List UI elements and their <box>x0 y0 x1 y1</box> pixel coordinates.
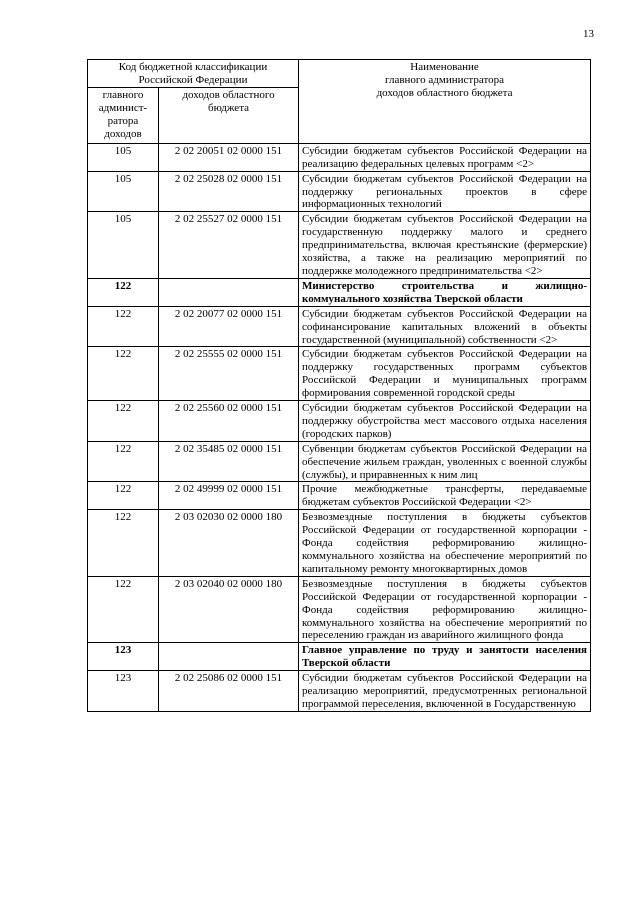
income-code <box>159 278 299 306</box>
table-row <box>88 510 591 577</box>
administrator-code: 122 <box>88 306 159 347</box>
administrator-code: 122 <box>88 441 159 482</box>
administrator-code: 122 <box>88 401 159 442</box>
table-row <box>88 401 591 442</box>
table-row <box>88 671 591 712</box>
header-budget-code-group: Код бюджетной классификации Российской Федерации <box>88 60 299 88</box>
income-name: Субсидии бюджетам субъектов Российской Федерации на реализацию мероприятий, предусмотренных региональной программой переселения, включенной в Государственную <box>299 671 591 712</box>
budget-classification-table <box>87 59 591 712</box>
administrator-heading-row <box>88 643 591 671</box>
administrator-code: 122 <box>88 482 159 510</box>
administrator-code: 122 <box>88 347 159 401</box>
income-code: 2 02 20051 02 0000 151 <box>159 143 299 171</box>
administrator-code: 122 <box>88 510 159 577</box>
income-code <box>159 643 299 671</box>
income-code: 2 03 02040 02 0000 180 <box>159 576 299 643</box>
income-name: Субсидии бюджетам субъектов Российской Федерации на поддержку обустройства мест массового отдыха населения (городских парков) <box>299 401 591 442</box>
table-row <box>88 482 591 510</box>
administrator-code: 105 <box>88 212 159 279</box>
income-name: Прочие межбюджетные трансферты, передаваемые бюджетам субъектов Российской Федерации <2> <box>299 482 591 510</box>
table-row <box>88 306 591 347</box>
administrator-code: 122 <box>88 576 159 643</box>
income-name: Субсидии бюджетам субъектов Российской Федерации на поддержку региональных проектов в сфере информационных технологий <box>299 171 591 212</box>
income-name: Безвозмездные поступления в бюджеты субъектов Российской Федерации от государственной корпорации - Фонда содействия реформированию жилищно-коммунального хозяйства на обеспечение мероприятий по переселению граждан из аварийного жилищного фонда <box>299 576 591 643</box>
administrator-name: Главное управление по труду и занятости населения Тверской области <box>299 643 591 671</box>
administrator-code: 105 <box>88 143 159 171</box>
header-regional-budget-income: доходов областного бюджета <box>159 87 299 143</box>
header-chief-administrator: главного админист- ратора доходов <box>88 87 159 143</box>
income-name: Субсидии бюджетам субъектов Российской Федерации на софинансирование капитальных вложений в объекты государственной (муниципальной) собственности <2> <box>299 306 591 347</box>
income-code: 2 02 25086 02 0000 151 <box>159 671 299 712</box>
table-row <box>88 576 591 643</box>
header-administrator-name: Наименование главного администратора доходов областного бюджета <box>299 60 591 144</box>
page-number: 13 <box>583 28 594 40</box>
administrator-code: 123 <box>88 671 159 712</box>
administrator-code: 122 <box>88 278 159 306</box>
income-code: 2 02 25028 02 0000 151 <box>159 171 299 212</box>
table-row <box>88 347 591 401</box>
administrator-code: 123 <box>88 643 159 671</box>
income-code: 2 02 25560 02 0000 151 <box>159 401 299 442</box>
income-code: 2 02 49999 02 0000 151 <box>159 482 299 510</box>
income-name: Субвенции бюджетам субъектов Российской Федерации на обеспечение жильем граждан, уволенных с военной службы (службы), и приравненных к ним лиц <box>299 441 591 482</box>
income-code: 2 02 20077 02 0000 151 <box>159 306 299 347</box>
income-code: 2 02 25527 02 0000 151 <box>159 212 299 279</box>
income-code: 2 02 35485 02 0000 151 <box>159 441 299 482</box>
income-name: Безвозмездные поступления в бюджеты субъектов Российской Федерации от государственной корпорации - Фонда содействия реформированию жилищно-коммунального хозяйства на обеспечение мероприятий по капитальному ремонту многоквартирных домов <box>299 510 591 577</box>
table-row <box>88 171 591 212</box>
income-code: 2 03 02030 02 0000 180 <box>159 510 299 577</box>
table-row <box>88 143 591 171</box>
table-row <box>88 441 591 482</box>
income-name: Субсидии бюджетам субъектов Российской Федерации на реализацию федеральных целевых программ <2> <box>299 143 591 171</box>
administrator-code: 105 <box>88 171 159 212</box>
table-row <box>88 212 591 279</box>
income-name: Субсидии бюджетам субъектов Российской Федерации на поддержку государственных программ субъектов Российской Федерации и муниципальных программ формирования современной городской среды <box>299 347 591 401</box>
income-name: Субсидии бюджетам субъектов Российской Федерации на государственную поддержку малого и среднего предпринимательства, включая крестьянские (фермерские) хозяйства, а также на реализацию мероприятий по поддержке молодежного предпринимательства <2> <box>299 212 591 279</box>
income-code: 2 02 25555 02 0000 151 <box>159 347 299 401</box>
administrator-heading-row <box>88 278 591 306</box>
administrator-name: Министерство строительства и жилищно-коммунального хозяйства Тверской области <box>299 278 591 306</box>
